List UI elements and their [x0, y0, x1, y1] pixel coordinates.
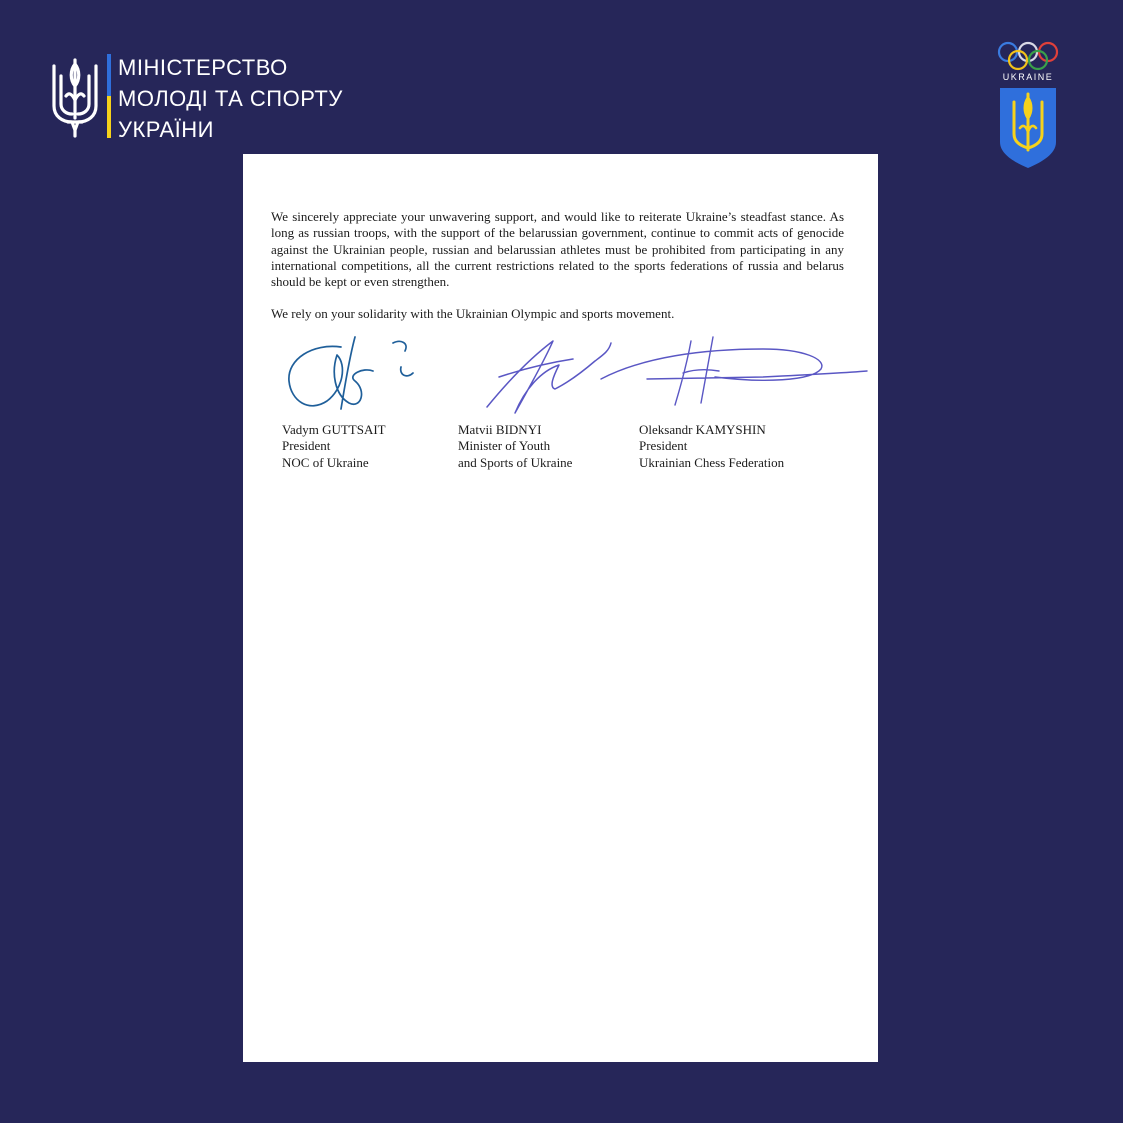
signatory-org: NOC of Ukraine	[282, 454, 369, 470]
olympic-rings-icon	[999, 43, 1057, 69]
signatory-guttsait	[282, 422, 386, 471]
ministry-name-line: УКРАЇНИ	[118, 117, 214, 142]
signature-kamyshin	[601, 337, 867, 405]
signatory-name: Vadym GUTTSAIT	[282, 422, 386, 437]
signatory-title: President	[282, 438, 331, 454]
signatures	[243, 329, 878, 429]
signature-guttsait	[289, 337, 413, 409]
signatory-title: Minister of Youth	[458, 438, 551, 454]
signatory-bidnyi	[458, 422, 572, 471]
ministry-name	[118, 52, 343, 145]
flag-bar-blue	[107, 54, 111, 96]
letter-body	[271, 209, 844, 339]
signatory-name: Matvii BIDNYI	[458, 422, 542, 437]
flag-bar	[107, 54, 111, 138]
noc-logo-text: UKRAINE	[1002, 72, 1054, 82]
noc-ukraine-logo	[994, 38, 1062, 170]
signatory-title: President	[639, 438, 688, 454]
flag-bar-yellow	[107, 96, 111, 138]
ministry-logo	[50, 52, 343, 142]
shield-icon	[1000, 88, 1056, 168]
signatory-org: and Sports of Ukraine	[458, 454, 573, 470]
letter-page	[243, 154, 878, 1062]
signatory-name: Oleksandr KAMYSHIN	[639, 422, 766, 437]
ministry-name-line: МОЛОДІ ТА СПОРТУ	[118, 86, 343, 111]
letter-paragraph: We rely on your solidarity with the Ukrainian Olympic and sports movement.	[271, 306, 675, 322]
trident-icon	[50, 56, 100, 138]
signatory-kamyshin	[639, 422, 784, 471]
signatory-org: Ukrainian Chess Federation	[639, 454, 785, 470]
letter-paragraph: We sincerely appreciate your unwavering support, and would like to reiterate Ukraine’s steadfast stance. As long as russian troops, with the support of the belarussian government, continue to commit acts of genocide against the Ukrainian people, russian and belarussian athletes must be prohibited from participating in any international competitions, all the current restrictions related to the sports federations of russia and belarus should be kept or even strengthen.	[271, 209, 844, 290]
signature-bidnyi	[487, 341, 611, 413]
ministry-name-line: МІНІСТЕРСТВО	[118, 55, 288, 80]
